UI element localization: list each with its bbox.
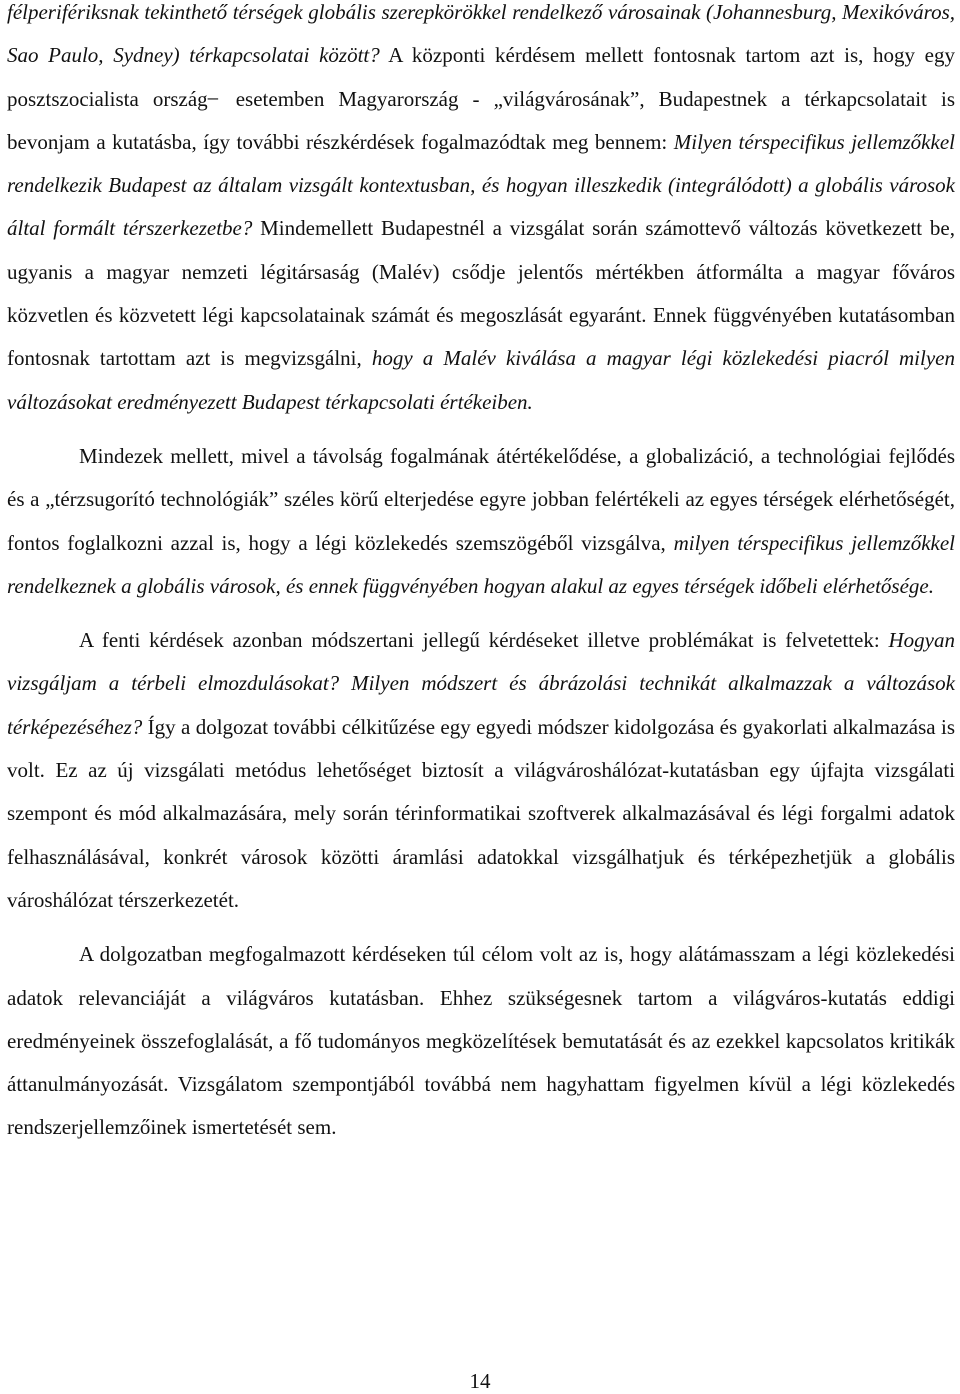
text-segment: A dolgozatban megfogalmazott kérdéseken túl célom volt az is, hogy alátámasszam a légi közlekedési adatok relevanciáját a világváros kutatásban. Ehhez szükségesnek tartom a világváros-kutatás eddigi eredményeinek összefoglalását, a fő tudományos megközelítések bemutatását és az ezekkel kapcsolatos kritikák áttanulmányozását. Vizsgálatom szempontjából továbbá nem hagyhattam figyelmen kívül a légi közlekedés rendszerjellemzőinek ismertetését sem. bbox=[7, 942, 955, 1140]
text-segment: félperifériksnak tekinthető térségek globális szerepkörökkel rendelkező városainak (Johannesburg, Mexikóváros, Sao Paulo, Sydney) térkapcsolatai között? bbox=[7, 0, 955, 68]
text-segment: Hogyan vizsgáljam a térbeli elmozdulásokat? Milyen módszert és ábrázolási technikát alkalmazzak a változások térképezéséhez? bbox=[7, 628, 955, 739]
text-segment: hogy a Malév kiválása a magyar légi közlekedési piacról milyen változásokat eredményezett Budapest térkapcsolati értékeiben. bbox=[7, 346, 955, 414]
text-segment: A fenti kérdések azonban módszertani jellegű kérdéseket illetve problémákat is felvetettek: bbox=[79, 628, 889, 653]
paragraph-4 bbox=[7, 933, 955, 1149]
text-segment: Mindemellett Budapestnél a vizsgálat során számottevő változás következett be, ugyanis a magyar nemzeti légitársaság (Malév) csődje jelentős mértékben átformálta a magyar főváros közvetlen és közvetett légi kapcsolatainak számát és megoszlását egyaránt. Ennek függvényében kutatásomban fontosnak tartottam azt is megvizsgálni, bbox=[7, 216, 955, 371]
text-segment: A központi kérdésem mellett fontosnak tartom azt is, hogy egy posztszocialista ország ̶ esetemben Magyarország - „világvárosának”, Budapestnek a térkapcsolatait is bevonjam a kutatásba, így további részkérdések fogalmazódtak meg bennem: bbox=[7, 43, 955, 154]
text-segment: Így a dolgozat további célkitűzése egy egyedi módszer kidolgozása és gyakorlati alkalmazása is volt. Ez az új vizsgálati metódus lehetőséget biztosít a világvároshálózat-kutatásban egy újfajta vizsgálati szempont és mód alkalmazására, mely során térinformatikai szoftverek alkalmazásával és légi forgalmi adatok felhasználásával, konkrét városok közötti áramlási adatokkal vizsgálhatjuk és térképezhetjük a globális városhálózat térszerkezetét. bbox=[7, 714, 955, 912]
body-text bbox=[7, 0, 955, 1150]
text-segment: Mindezek mellett, mivel a távolság fogalmának átértékelődése, a globalizáció, a technológiai fejlődés és a „térzsugorító technológiák” széles körű elterjedése egyre jobban felértékeli az egyes térségek elérhetőségét, fontos foglalkozni azzal is, hogy a légi közlekedés szemszögéből vizsgálva, bbox=[7, 443, 955, 555]
paragraph-3 bbox=[7, 619, 955, 922]
text-segment: Milyen térspecifikus jellemzőkkel rendelkezik Budapest az általam vizsgált kontextusban, és hogyan illeszkedik (integrálódott) a globális városok által formált térszerkezetbe? bbox=[7, 129, 955, 241]
text-segment: milyen térspecifikus jellemzőkkel rendelkeznek a globális városok, és ennek függvényében hogyan alakul az egyes térségek időbeli elérhetősége. bbox=[7, 530, 955, 598]
paragraph-2 bbox=[7, 435, 955, 608]
page-number: 14 bbox=[469, 1369, 491, 1393]
paragraph-1 bbox=[7, 0, 955, 424]
